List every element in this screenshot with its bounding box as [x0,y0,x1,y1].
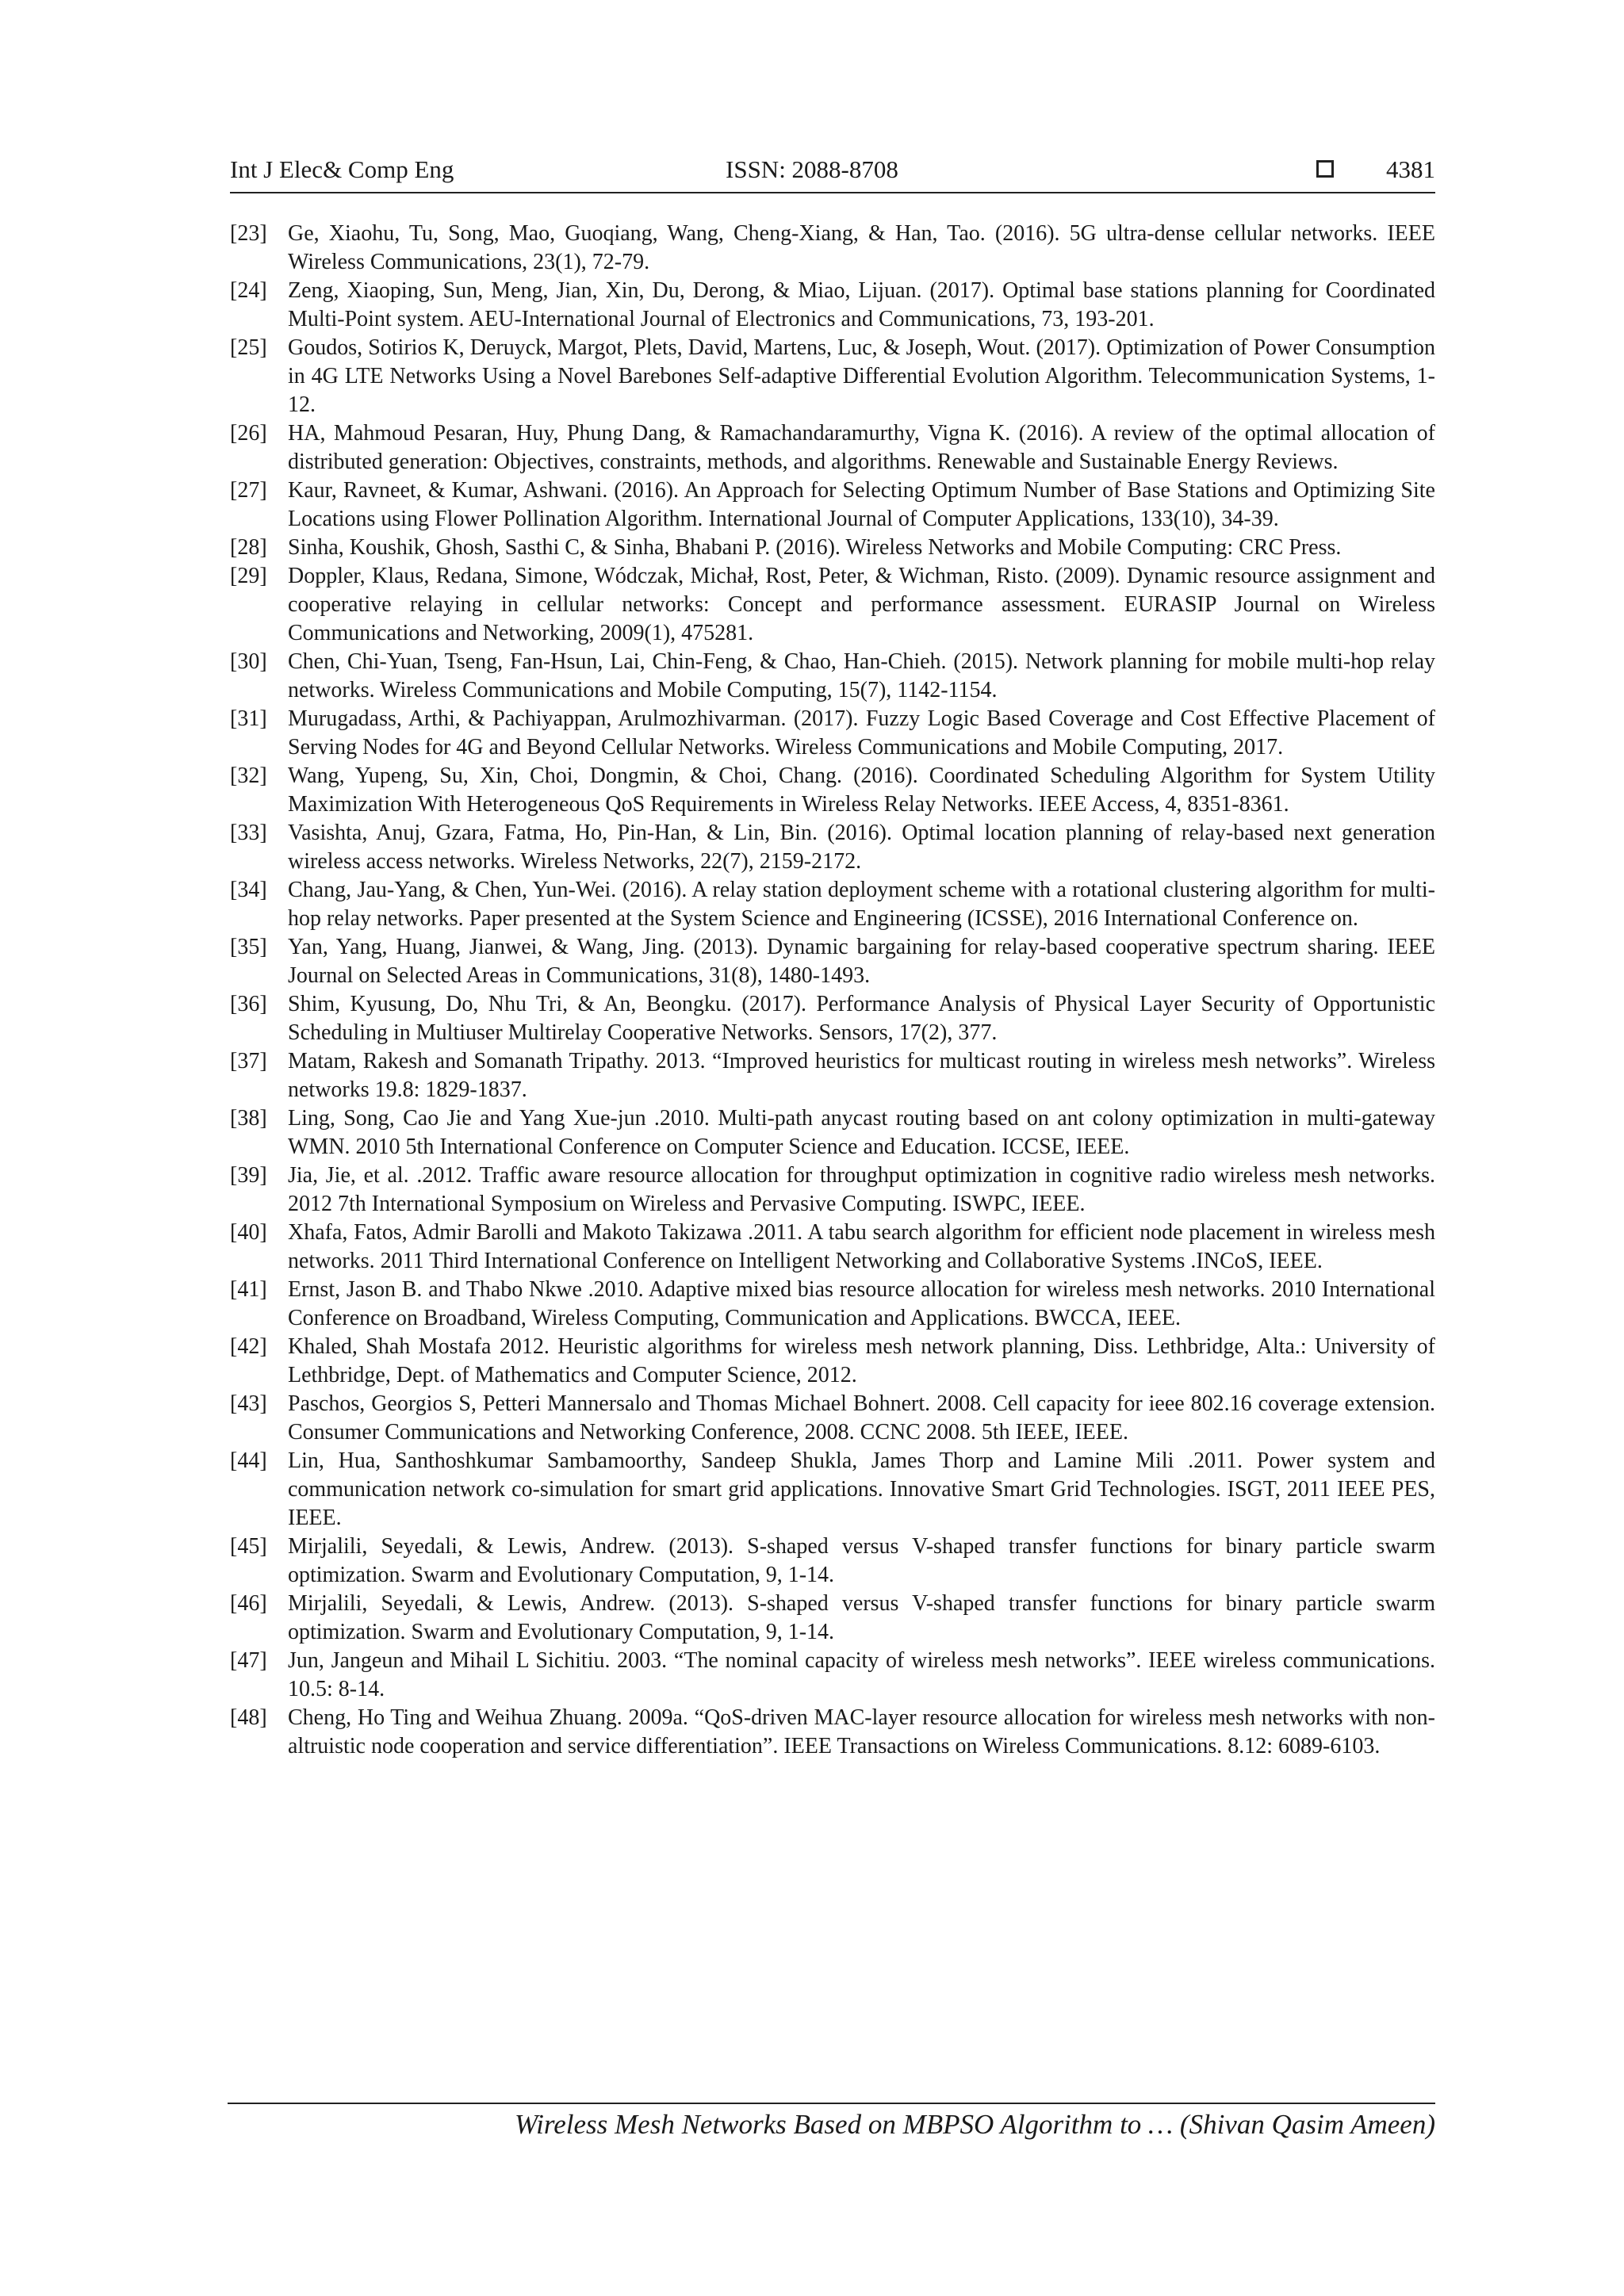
reference-item [230,876,1435,933]
reference-item [230,762,1435,819]
reference-number: [29] [230,564,267,588]
reference-item [230,419,1435,476]
reference-item [230,990,1435,1047]
reference-number: [26] [230,421,267,446]
reference-text: Zeng, Xiaoping, Sun, Meng, Jian, Xin, Du, Derong, & Miao, Lijuan. (2017). Optimal base stations planning for Coordinated Multi-Point system. AEU-International Journal of Electronics and Communications, 73, 193-201. [288,278,1435,331]
reference-text: Shim, Kyusung, Do, Nhu Tri, & An, Beongku. (2017). Performance Analysis of Physical Layer Security of Opportunistic Scheduling in Multiuser Multirelay Cooperative Networks. Sensors, 17(2), 377. [288,992,1435,1045]
reference-number: [30] [230,649,267,674]
reference-item [230,1447,1435,1533]
reference-number: [48] [230,1705,267,1730]
reference-text: Paschos, Georgios S, Petteri Mannersalo and Thomas Michael Bohnert. 2008. Cell capacity for ieee 802.16 coverage extension. Consumer Communications and Networking Conference, 2008. CCNC 2008. 5th IEEE, IEEE. [288,1391,1435,1445]
footer-divider [228,2103,1435,2104]
page-header [230,155,1435,193]
reference-text: Ge, Xiaohu, Tu, Song, Mao, Guoqiang, Wang, Cheng-Xiang, & Han, Tao. (2016). 5G ultra-dense cellular networks. IEEE Wireless Communications, 23(1), 72-79. [288,221,1435,274]
reference-item [230,1276,1435,1333]
reference-number: [47] [230,1648,267,1673]
reference-item [230,1161,1435,1219]
reference-item [230,705,1435,762]
reference-item [230,648,1435,705]
reference-text: Murugadass, Arthi, & Pachiyappan, Arulmozhivarman. (2017). Fuzzy Logic Based Coverage and Cost Effective Placement of Serving Nodes for 4G and Beyond Cellular Networks. Wireless Communications and Mobile Computing, 2017. [288,706,1435,760]
reference-text: Jun, Jangeun and Mihail L Sichitiu. 2003. “The nominal capacity of wireless mesh networks”. IEEE wireless communications. 10.5: 8-14. [288,1648,1435,1701]
reference-text: Mirjalili, Seyedali, & Lewis, Andrew. (2013). S-shaped versus V-shaped transfer functions for binary particle swarm optimization. Swarm and Evolutionary Computation, 9, 1-14. [288,1534,1435,1587]
journal-name: Int J Elec& Comp Eng [230,155,454,183]
reference-item [230,1590,1435,1647]
reference-text: Ernst, Jason B. and Thabo Nkwe .2010. Adaptive mixed bias resource allocation for wireless mesh networks. 2010 International Conference on Broadband, Wireless Computing, Communication and Applications. BWCCA, IEEE. [288,1277,1435,1330]
reference-number: [28] [230,535,267,560]
reference-list [230,220,1435,1761]
reference-text: Khaled, Shah Mostafa 2012. Heuristic algorithms for wireless mesh network planning, Diss. Lethbridge, Alta.: University of Lethbridge, Dept. of Mathematics and Computer Science, 2012. [288,1334,1435,1387]
square-icon [1316,160,1334,178]
reference-number: [35] [230,935,267,959]
reference-text: HA, Mahmoud Pesaran, Huy, Phung Dang, & Ramachandaramurthy, Vigna K. (2016). A review of the optimal allocation of distributed generation: Objectives, constraints, methods, and algorithms. Renewable and Sustainable Energy Reviews. [288,421,1435,474]
reference-number: [43] [230,1391,267,1416]
reference-text: Chang, Jau-Yang, & Chen, Yun-Wei. (2016). A relay station deployment scheme with a rotational clustering algorithm for multi-hop relay networks. Paper presented at the System Science and Engineering (ICSSE), 2016 International Conference on. [288,878,1435,931]
reference-item [230,476,1435,534]
reference-number: [42] [230,1334,267,1359]
reference-text: Vasishta, Anuj, Gzara, Fatma, Ho, Pin-Han, & Lin, Bin. (2016). Optimal location planning of relay-based next generation wireless access networks. Wireless Networks, 22(7), 2159-2172. [288,821,1435,874]
reference-item [230,534,1435,562]
reference-item [230,1390,1435,1447]
reference-number: [40] [230,1220,267,1245]
reference-item [230,334,1435,419]
reference-text: Wang, Yupeng, Su, Xin, Choi, Dongmin, & Choi, Chang. (2016). Coordinated Scheduling Algorithm for System Utility Maximization With Heterogeneous QoS Requirements in Wireless Relay Networks. IEEE Access, 4, 8351-8361. [288,763,1435,817]
running-footer: Wireless Mesh Networks Based on MBPSO Algorithm to … (Shivan Qasim Ameen) [514,2109,1435,2140]
reference-number: [46] [230,1591,267,1616]
reference-text: Matam, Rakesh and Somanath Tripathy. 2013. “Improved heuristics for multicast routing in wireless mesh networks”. Wireless networks 19.8: 1829-1837. [288,1049,1435,1102]
reference-item [230,1219,1435,1276]
reference-number: [25] [230,335,267,360]
reference-text: Cheng, Ho Ting and Weihua Zhuang. 2009a. “QoS-driven MAC-layer resource allocation for wireless mesh networks with non-altruistic node cooperation and service differentiation”. IEEE Transactions on Wireless Communications. 8.12: 6089-6103. [288,1705,1435,1758]
reference-text: Jia, Jie, et al. .2012. Traffic aware resource allocation for throughput optimization in cognitive radio wireless mesh networks. 2012 7th International Symposium on Wireless and Pervasive Computing. ISWPC, IEEE. [288,1163,1435,1216]
reference-item [230,220,1435,277]
reference-text: Lin, Hua, Santhoshkumar Sambamoorthy, Sandeep Shukla, James Thorp and Lamine Mili .2011. Power system and communication network co-simulation for smart grid applications. Innovative Smart Grid Technologies. ISGT, 2011 IEEE PES, IEEE. [288,1448,1435,1530]
reference-number: [39] [230,1163,267,1188]
reference-number: [45] [230,1534,267,1559]
reference-text: Sinha, Koushik, Ghosh, Sasthi C, & Sinha, Bhabani P. (2016). Wireless Networks and Mobile Computing: CRC Press. [288,535,1342,560]
reference-number: [34] [230,878,267,902]
reference-number: [33] [230,821,267,845]
page-number: 4381 [1386,155,1435,183]
reference-number: [23] [230,221,267,246]
reference-item [230,933,1435,990]
reference-item [230,1647,1435,1704]
reference-item [230,1533,1435,1590]
reference-text: Chen, Chi-Yuan, Tseng, Fan-Hsun, Lai, Chin-Feng, & Chao, Han-Chieh. (2015). Network planning for mobile multi-hop relay networks. Wireless Communications and Mobile Computing, 15(7), 1142-1154. [288,649,1435,702]
reference-number: [27] [230,478,267,503]
reference-text: Mirjalili, Seyedali, & Lewis, Andrew. (2013). S-shaped versus V-shaped transfer functions for binary particle swarm optimization. Swarm and Evolutionary Computation, 9, 1-14. [288,1591,1435,1644]
reference-item [230,1104,1435,1161]
reference-number: [31] [230,706,267,731]
reference-text: Doppler, Klaus, Redana, Simone, Wódczak, Michał, Rost, Peter, & Wichman, Risto. (2009). Dynamic resource assignment and cooperative relaying in cellular networks: Concept and performance assessment. EURASIP Journal on Wireless Communications and Networking, 2009(1), 475281. [288,564,1435,645]
reference-item [230,819,1435,876]
reference-item [230,1047,1435,1104]
reference-number: [44] [230,1448,267,1473]
issn: ISSN: 2088-8708 [726,155,898,183]
reference-number: [36] [230,992,267,1016]
reference-text: Xhafa, Fatos, Admir Barolli and Makoto Takizawa .2011. A tabu search algorithm for efficient node placement in wireless mesh networks. 2011 Third International Conference on Intelligent Networking and Collaborative Systems .INCoS, IEEE. [288,1220,1435,1273]
reference-text: Yan, Yang, Huang, Jianwei, & Wang, Jing. (2013). Dynamic bargaining for relay-based cooperative spectrum sharing. IEEE Journal on Selected Areas in Communications, 31(8), 1480-1493. [288,935,1435,988]
reference-text: Kaur, Ravneet, & Kumar, Ashwani. (2016). An Approach for Selecting Optimum Number of Base Stations and Optimizing Site Locations using Flower Pollination Algorithm. International Journal of Computer Applications, 133(10), 34-39. [288,478,1435,531]
reference-number: [24] [230,278,267,303]
reference-item [230,1333,1435,1390]
reference-number: [37] [230,1049,267,1073]
reference-item [230,562,1435,648]
reference-item [230,277,1435,334]
reference-item [230,1704,1435,1761]
reference-number: [41] [230,1277,267,1302]
reference-text: Goudos, Sotirios K, Deruyck, Margot, Plets, David, Martens, Luc, & Joseph, Wout. (2017). Optimization of Power Consumption in 4G LTE Networks Using a Novel Barebones Self-adaptive Differential Evolution Algorithm. Telecommunication Systems, 1-12. [288,335,1435,417]
reference-number: [38] [230,1106,267,1131]
reference-number: [32] [230,763,267,788]
reference-text: Ling, Song, Cao Jie and Yang Xue-jun .2010. Multi-path anycast routing based on ant colony optimization in multi-gateway WMN. 2010 5th International Conference on Computer Science and Education. ICCSE, IEEE. [288,1106,1435,1159]
